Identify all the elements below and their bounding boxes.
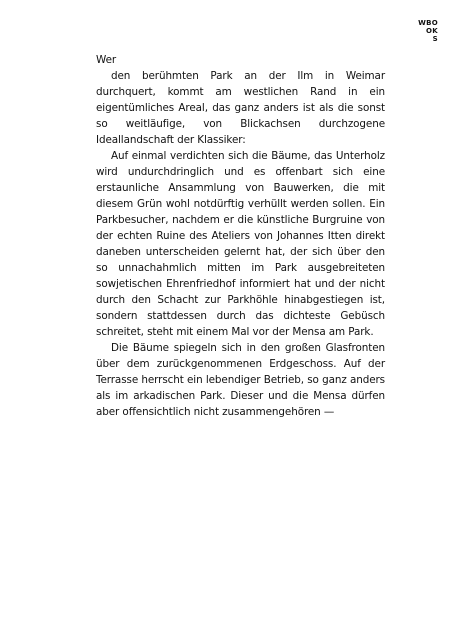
logo-line-3: S: [432, 35, 438, 43]
paragraph-1-lead: Wer: [96, 54, 117, 66]
body-text: [96, 52, 385, 420]
paragraph-1: [96, 52, 385, 148]
logo-line-2: OK: [426, 27, 438, 35]
paragraph-1-body: den berühmten Park an der Ilm in Weimar durchquert, kommt am westlichen Rand in ein eigentümliches Areal, das ganz anders ist als die sonst so weitläufige, von Blickachsen durchzogene Ideallandschaft der Klassiker:: [96, 70, 385, 146]
paragraph-3: Die Bäume spiegeln sich in den großen Glasfronten über dem zurückgenommenen Erdgeschoss. Auf der Terrasse herrscht ein lebendiger Betrieb, so ganz anders als im arkadischen Park. Dieser und die Mensa dürfen aber offensichtlich nicht zusammengehören —: [96, 342, 385, 418]
paragraph-2: Auf einmal verdichten sich die Bäume, das Unterholz wird undurchdringlich und es offenbart sich eine erstaunliche Ansammlung von Bauwerken, die mit diesem Grün wohl notdürftig verhüllt werden sollen. Ein Parkbesucher, nachdem er die künstliche Burgruine von der echten Ruine des Ateliers von Johannes Itten direkt daneben unterscheiden gelernt hat, der sich über den so unnachahmlich mitten im Park ausgebreiteten sowjetischen Ehrenfriedhof informiert hat und der nicht durch den Schacht zur Parkhöhle hinabgestiegen ist, sondern stattdessen durch das dichteste Gebüsch schreitet, steht mit einem Mal vor der Mensa am Park.: [96, 150, 385, 338]
logo-line-1: WBO: [418, 19, 438, 27]
publisher-logo: [404, 19, 438, 43]
